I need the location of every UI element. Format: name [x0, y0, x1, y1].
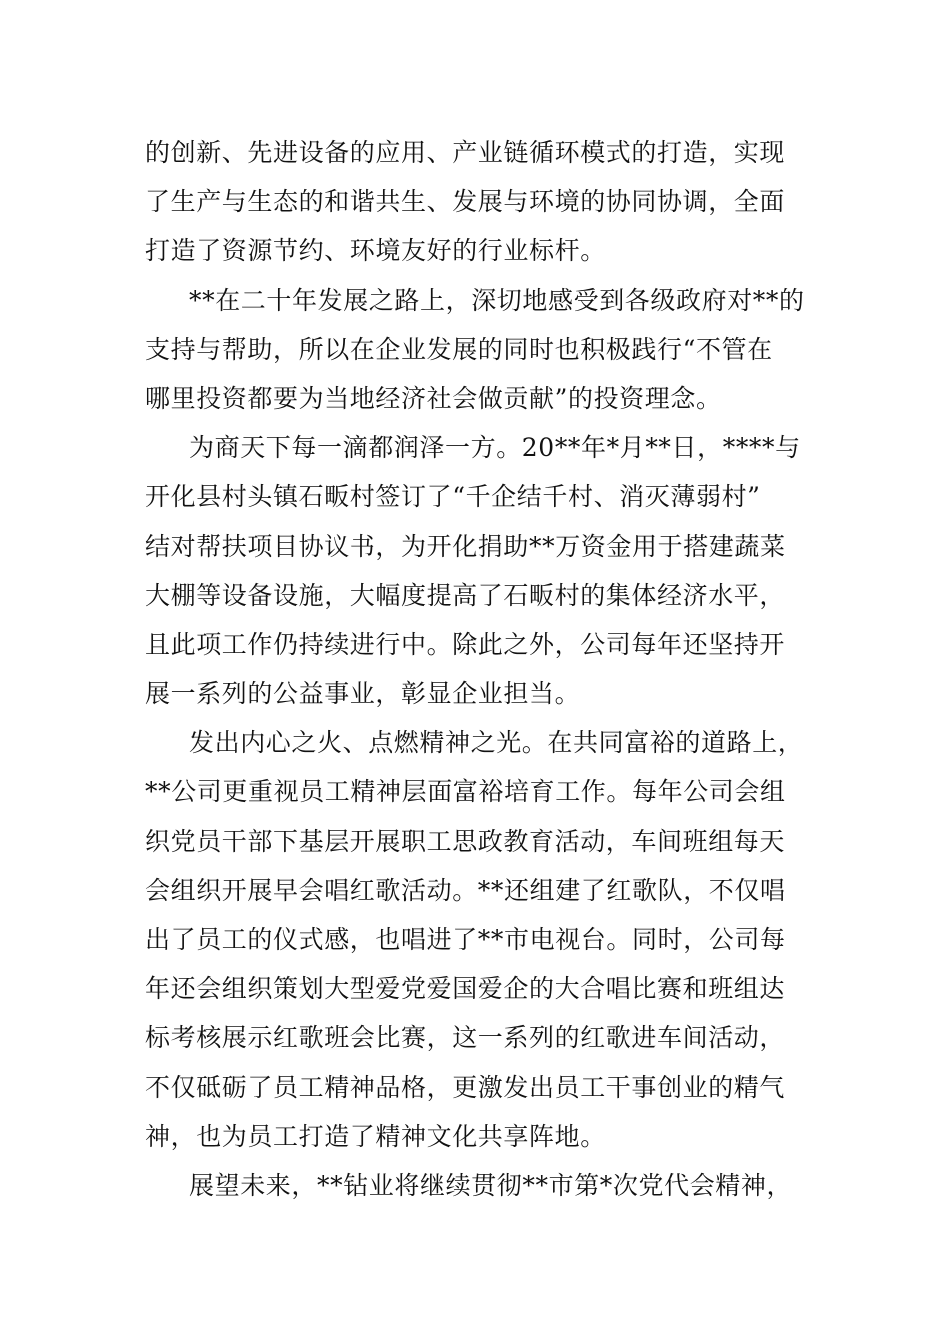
text-line: 开化县村头镇石畈村签订了“千企结千村、消灭薄弱村”: [145, 482, 761, 512]
text-line: 织党员干部下基层开展职工思政教育活动，车间班组每天: [145, 826, 786, 856]
paragraph-first-line: **在二十年发展之路上，深切地感受到各级政府对**的: [189, 285, 805, 315]
body-text: [145, 128, 815, 1210]
paragraph-first-line: 展望未来，**钻业将继续贯彻**市第*次党代会精神，: [189, 1170, 793, 1200]
text-line: 会组织开展早会唱红歌活动。**还组建了红歌队，不仅唱: [145, 875, 786, 905]
text-line: 且此项工作仍持续进行中。除此之外，公司每年还坚持开: [145, 629, 786, 659]
text-line: 标考核展示红歌班会比赛，这一系列的红歌进车间活动，: [145, 1023, 786, 1053]
text-line: 年还会组织策划大型爱党爱国爱企的大合唱比赛和班组达: [145, 974, 786, 1004]
text-line: 大棚等设备设施，大幅度提高了石畈村的集体经济水平，: [145, 580, 786, 610]
text-line: 哪里投资都要为当地经济社会做贡献”的投资理念。: [145, 383, 722, 413]
text-line: 出了员工的仪式感，也唱进了**市电视台。同时，公司每: [145, 925, 786, 954]
text-line: 打造了资源节约、环境友好的行业标杆。: [145, 236, 606, 266]
text-line: 的创新、先进设备的应用、产业链循环模式的打造，实现: [145, 138, 786, 167]
paragraph-first-line: 发出内心之火、点燃精神之光。在共同富裕的道路上，: [189, 728, 804, 758]
text-line: 展一系列的公益事业，彰显企业担当。: [145, 679, 581, 709]
text-line: 支持与帮助，所以在企业发展的同时也积极践行“不管在: [145, 334, 773, 364]
paragraph-first-line: 为商天下每一滴都润泽一方。20**年*月**日，****与: [189, 433, 801, 463]
text-line: **公司更重视员工精神层面富裕培育工作。每年公司会组: [145, 777, 786, 807]
text-line: 不仅砥砺了员工精神品格，更激发出员工干事创业的精气: [145, 1072, 786, 1102]
text-line: 了生产与生态的和谐共生、发展与环境的协同协调，全面: [145, 187, 786, 217]
text-line: 结对帮扶项目协议书，为开化捐助**万资金用于搭建蔬菜: [145, 531, 786, 561]
text-line: 神，也为员工打造了精神文化共享阵地。: [145, 1121, 606, 1151]
